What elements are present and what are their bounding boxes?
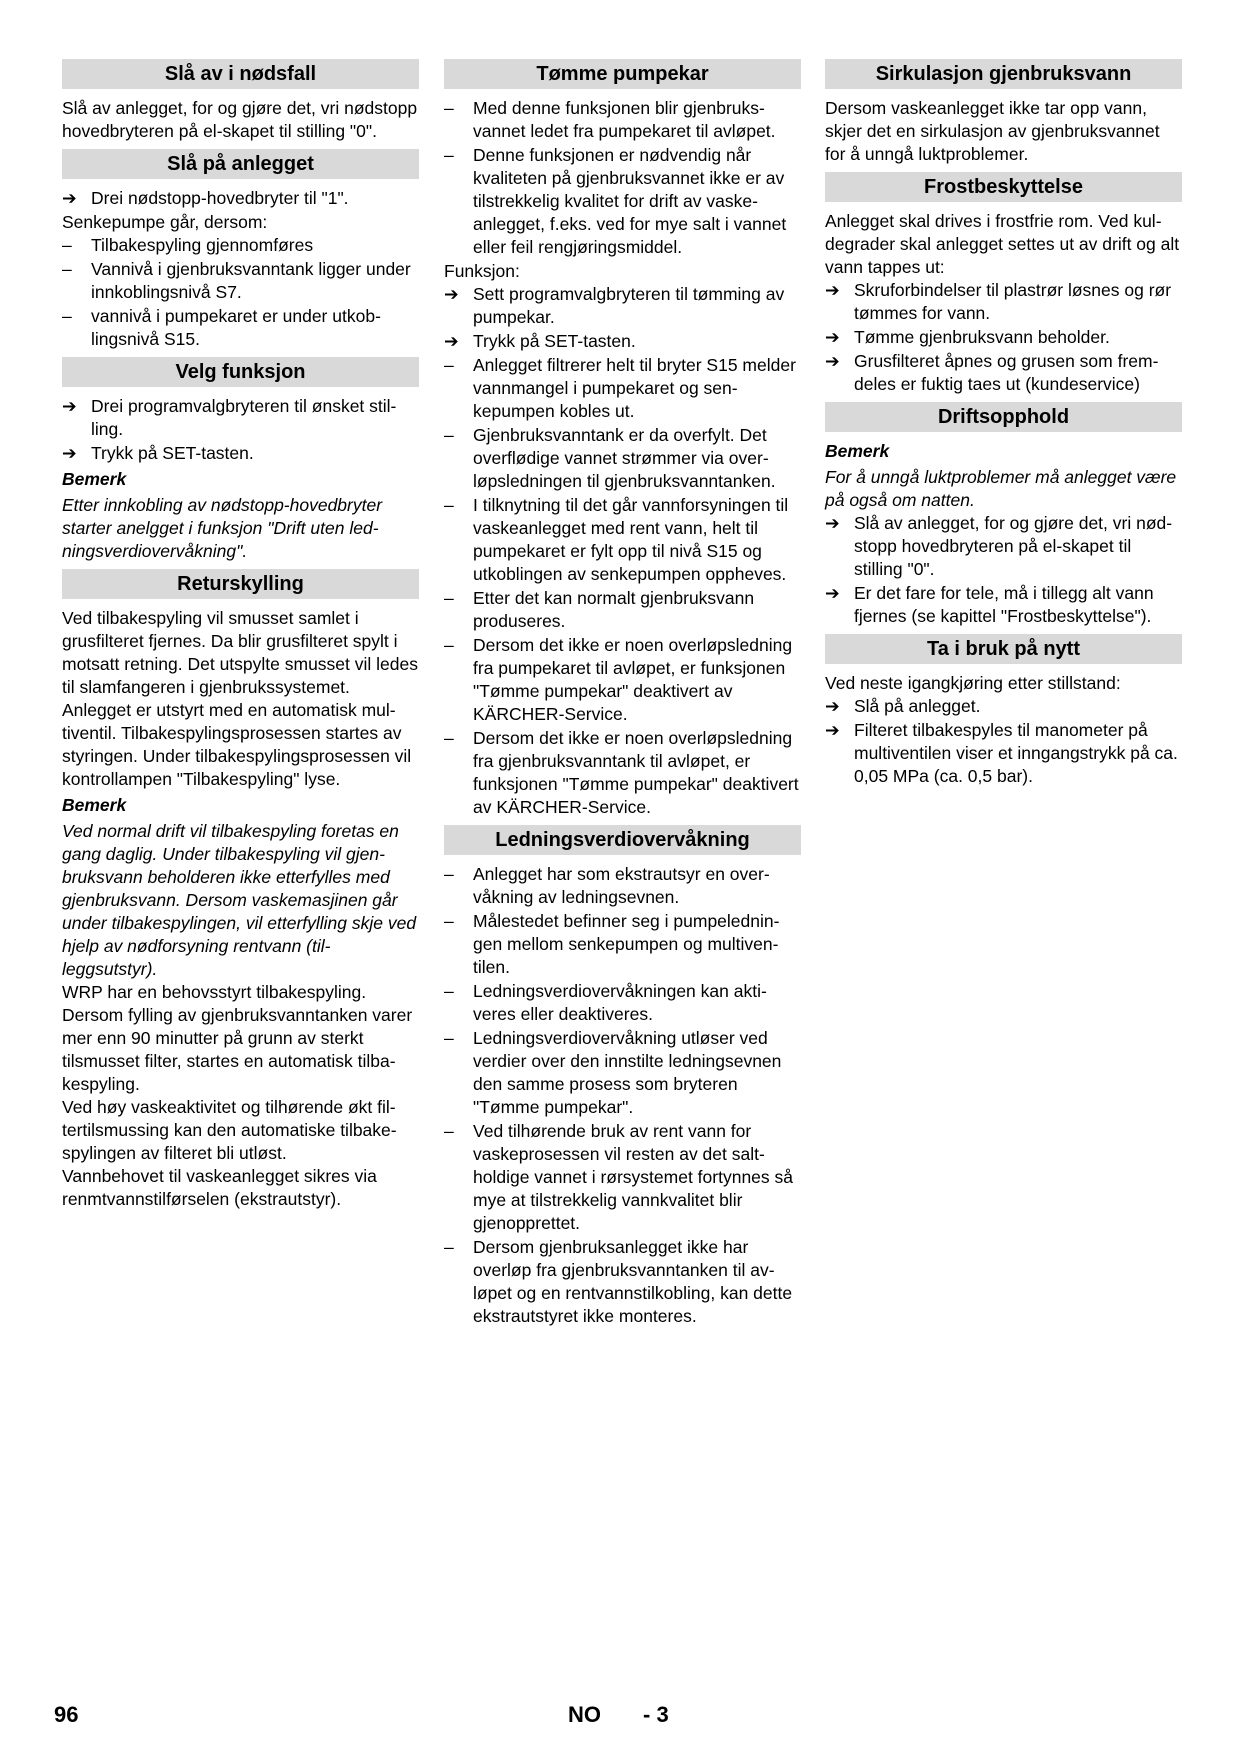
section-heading: Returskylling — [62, 569, 419, 599]
dash-marker: – — [62, 235, 72, 255]
list-item — [444, 1120, 801, 1235]
list-text: Denne funksjonen er nødvendig når kvaliteten på gjenbruksvannet ikke er av tilstrekkelig kvalitet for drift av vaskeanlegget, f.eks. ved for mye salt i vannet eller feil rengjøringsmiddel. — [473, 145, 787, 257]
step-text: Slå av anlegget, for og gjøre det, vri nød-stopp hovedbryteren på el-skapet til stilling "0". — [854, 513, 1173, 579]
list-text: Ledningsverdiovervåkningen kan aktiveres eller deaktiveres. — [473, 981, 767, 1024]
arrow-icon: ➔ — [444, 331, 459, 351]
list-item — [444, 980, 801, 1026]
dash-marker: – — [444, 1028, 454, 1048]
list-text: Ledningsverdiovervåkning utløser ved verdier over den innstilte ledningsevnen den samme prosess som bryteren "Tømme pumpekar". — [473, 1028, 782, 1117]
section-heading: Ta i bruk på nytt — [825, 634, 1182, 664]
dash-marker: – — [444, 425, 454, 445]
list-item — [444, 587, 801, 633]
step-text: Sett programvalgbryteren til tømming av pumpekar. — [473, 284, 785, 327]
column-2 — [444, 59, 801, 1329]
paragraph: Vannbehovet til vaskeanlegget sikres via renmtvannstilførselen (ekstrautstyr). — [62, 1166, 377, 1209]
arrow-icon: ➔ — [825, 583, 840, 603]
action-step — [825, 350, 1182, 396]
step-text: Trykk på SET-tasten. — [473, 331, 636, 351]
step-text: Filteret tilbakespyles til manometer på multiventilen viser et inngangstrykk på ca. 0,05 MPa (ca. 0,5 bar). — [854, 720, 1178, 786]
list-text: Målestedet befinner seg i pumpeledningen mellom senkepumpen og multiventilen. — [473, 911, 780, 977]
action-step — [444, 330, 801, 353]
action-step — [825, 582, 1182, 628]
list-text: Med denne funksjonen blir gjenbruksvannet ledet fra pumpekaret til avløpet. — [473, 98, 776, 141]
note-text: Etter innkobling av nødstopp-hovedbryter starter anelgget i funksjon "Drift uten ledningsverdiovervåkning". — [62, 495, 383, 561]
arrow-icon: ➔ — [62, 396, 77, 416]
action-step — [825, 512, 1182, 581]
dash-marker: – — [444, 981, 454, 1001]
paragraph: Funksjon: — [444, 261, 520, 281]
list-text: Dersom det ikke er noen overløpsledning fra gjenbruksvanntank til avløpet, er funksjonen "Tømme pumpekar" deaktivert av KÄRCHER-Service. — [473, 728, 799, 817]
language-code: NO — [568, 1702, 601, 1727]
list-item — [444, 354, 801, 423]
step-text: Tømme gjenbruksvann beholder. — [854, 327, 1110, 347]
column-3 — [825, 59, 1182, 789]
dash-marker: – — [444, 635, 454, 655]
list-item — [444, 727, 801, 819]
paragraph: Dersom fylling av gjenbruksvanntanken varer mer enn 90 minutter på grunn av sterkt tilsmusset filter, startes en automatisk tilbakespyling. — [62, 1005, 413, 1094]
step-text: Drei programvalgbryteren til ønsket stilling. — [91, 396, 397, 439]
list-item — [444, 494, 801, 586]
step-text: Drei nødstopp-hovedbryter til "1". — [91, 188, 349, 208]
list-text: Dersom det ikke er noen overløpsledning fra pumpekaret til avløpet, er funksjonen "Tømme pumpekar" deaktivert av KÄRCHER-Service. — [473, 635, 793, 724]
arrow-icon: ➔ — [62, 188, 77, 208]
paragraph: Ved neste igangkjøring etter stillstand: — [825, 673, 1121, 693]
list-item — [444, 1027, 801, 1119]
dash-marker: – — [444, 145, 454, 165]
paragraph: Slå av anlegget, for og gjøre det, vri nødstopp hovedbryteren på el-skapet til stilling "0". — [62, 98, 418, 141]
list-item — [444, 424, 801, 493]
section-heading: Driftsopphold — [825, 402, 1182, 432]
paragraph: Senkepumpe går, dersom: — [62, 212, 268, 232]
section-heading: Velg funksjon — [62, 357, 419, 387]
list-item — [444, 97, 801, 143]
list-item — [62, 258, 419, 304]
page-number: 96 — [54, 1702, 79, 1727]
dash-marker: – — [444, 911, 454, 931]
list-item — [444, 1236, 801, 1328]
note-text: For å unngå luktproblemer må anlegget være på også om natten. — [825, 467, 1177, 510]
note-label: Bemerk — [62, 469, 127, 489]
dash-marker: – — [444, 1237, 454, 1257]
list-text: Tilbakespyling gjennomføres — [91, 235, 314, 255]
dash-marker: – — [444, 728, 454, 748]
arrow-icon: ➔ — [825, 327, 840, 347]
section-heading: Sirkulasjon gjenbruksvann — [825, 59, 1182, 89]
action-step — [62, 442, 419, 465]
action-step — [825, 719, 1182, 788]
arrow-icon: ➔ — [825, 720, 840, 740]
section-heading: Slå av i nødsfall — [62, 59, 419, 89]
arrow-icon: ➔ — [825, 280, 840, 300]
action-step — [825, 695, 1182, 718]
paragraph: Dersom vaskeanlegget ikke tar opp vann, skjer det en sirkulasjon av gjenbruksvannet for å unngå luktproblemer. — [825, 98, 1160, 164]
list-text: Gjenbruksvanntank er da overfylt. Det overflødige vannet strømmer via overløpsledningen til gjenbruksvanntanken. — [473, 425, 776, 491]
list-text: I tilknytning til det går vannforsyningen til vaskeanlegget med rent vann, helt til pumpekaret er fylt opp til nivå S15 og utkoblingen av senkepumpen oppheves. — [473, 495, 789, 584]
action-step — [825, 279, 1182, 325]
section-heading: Tømme pumpekar — [444, 59, 801, 89]
list-text: Vannivå i gjenbruksvanntank ligger under innkoblingsnivå S7. — [91, 259, 411, 302]
list-text: Anlegget filtrerer helt til bryter S15 melder vannmangel i pumpekaret og senkepumpen kobles ut. — [473, 355, 796, 421]
action-step — [62, 395, 419, 441]
section-heading: Ledningsverdiovervåkning — [444, 825, 801, 855]
list-item — [62, 305, 419, 351]
arrow-icon: ➔ — [444, 284, 459, 304]
list-item — [444, 144, 801, 259]
paragraph: Anlegget skal drives i frostfrie rom. Ved kuldegrader skal anlegget settes ut av drift og alt vann tappes ut: — [825, 211, 1180, 277]
step-text: Trykk på SET-tasten. — [91, 443, 254, 463]
dash-marker: – — [62, 306, 72, 326]
arrow-icon: ➔ — [825, 696, 840, 716]
paragraph: Ved tilbakespyling vil smusset samlet i grusfilteret fjernes. Da blir grusfilteret spylt i motsatt retning. Det utspylte smusset vil ledes til slamfangeren i gjenbrukssystemet. Anlegget er utstyrt med en automatisk multiventil. Tilbakespylingsprosessen startes av styringen. Under tilbakespylingsprosessen vil kontrollampen "Tilbakespyling" lyse. — [62, 608, 418, 789]
action-step — [62, 187, 419, 210]
dash-marker: – — [444, 864, 454, 884]
arrow-icon: ➔ — [825, 513, 840, 533]
dash-marker: – — [444, 1121, 454, 1141]
list-text: Ved tilhørende bruk av rent vann for vaskeprosessen vil resten av det saltholdige vannet i rørsystemet fortynnes så mye at tilstrekkelig vannkvalitet blir gjenopprettet. — [473, 1121, 794, 1233]
paragraph: Ved høy vaskeaktivitet og tilhørende økt filtertilsmussing kan den automatiske tilbakespylingen av filteret bli utløst. — [62, 1097, 397, 1163]
section-heading: Slå på anlegget — [62, 149, 419, 179]
step-text: Slå på anlegget. — [854, 696, 981, 716]
list-text: Dersom gjenbruksanlegget ikke har overløp fra gjenbruksvanntanken til avløpet og en rentvannstilkobling, kan dette ekstrautstyret ikke monteres. — [473, 1237, 793, 1326]
dash-marker: – — [444, 98, 454, 118]
section-heading: Frostbeskyttelse — [825, 172, 1182, 202]
step-text: Grusfilteret åpnes og grusen som fremdeles er fuktig taes ut (kundeservice) — [854, 351, 1159, 394]
arrow-icon: ➔ — [62, 443, 77, 463]
dash-marker: – — [444, 355, 454, 375]
dash-marker: – — [444, 495, 454, 515]
list-text: Anlegget har som ekstrautsyr en overvåkning av ledningsevnen. — [473, 864, 770, 907]
paragraph: WRP har en behovsstyrt tilbakespyling. — [62, 982, 367, 1002]
note-label: Bemerk — [62, 795, 127, 815]
list-item — [444, 634, 801, 726]
list-item — [444, 910, 801, 979]
arrow-icon: ➔ — [825, 351, 840, 371]
list-text: Etter det kan normalt gjenbruksvann produseres. — [473, 588, 755, 631]
list-text: vannivå i pumpekaret er under utkoblingsnivå S15. — [91, 306, 381, 349]
dash-marker: – — [62, 259, 72, 279]
step-text: Er det fare for tele, må i tillegg alt vann fjernes (se kapittel "Frostbeskyttelse"). — [854, 583, 1154, 626]
action-step — [444, 283, 801, 329]
action-step — [825, 326, 1182, 349]
sub-page-number: - 3 — [643, 1702, 669, 1727]
list-item — [62, 234, 419, 257]
note-label: Bemerk — [825, 441, 890, 461]
note-text: Ved normal drift vil tilbakespyling foretas en gang daglig. Under tilbakespyling vil gjenbruksvann beholderen ikke etterfylles med gjenbruksvann. Dersom vaskemasjinen går under tilbakespylingen, vil etterfylling skje ved hjelp av nødforsyning rentvann (tilleggsutstyr). — [62, 821, 417, 979]
list-item — [444, 863, 801, 909]
dash-marker: – — [444, 588, 454, 608]
step-text: Skruforbindelser til plastrør løsnes og rør tømmes for vann. — [854, 280, 1172, 323]
column-1 — [62, 59, 419, 1211]
